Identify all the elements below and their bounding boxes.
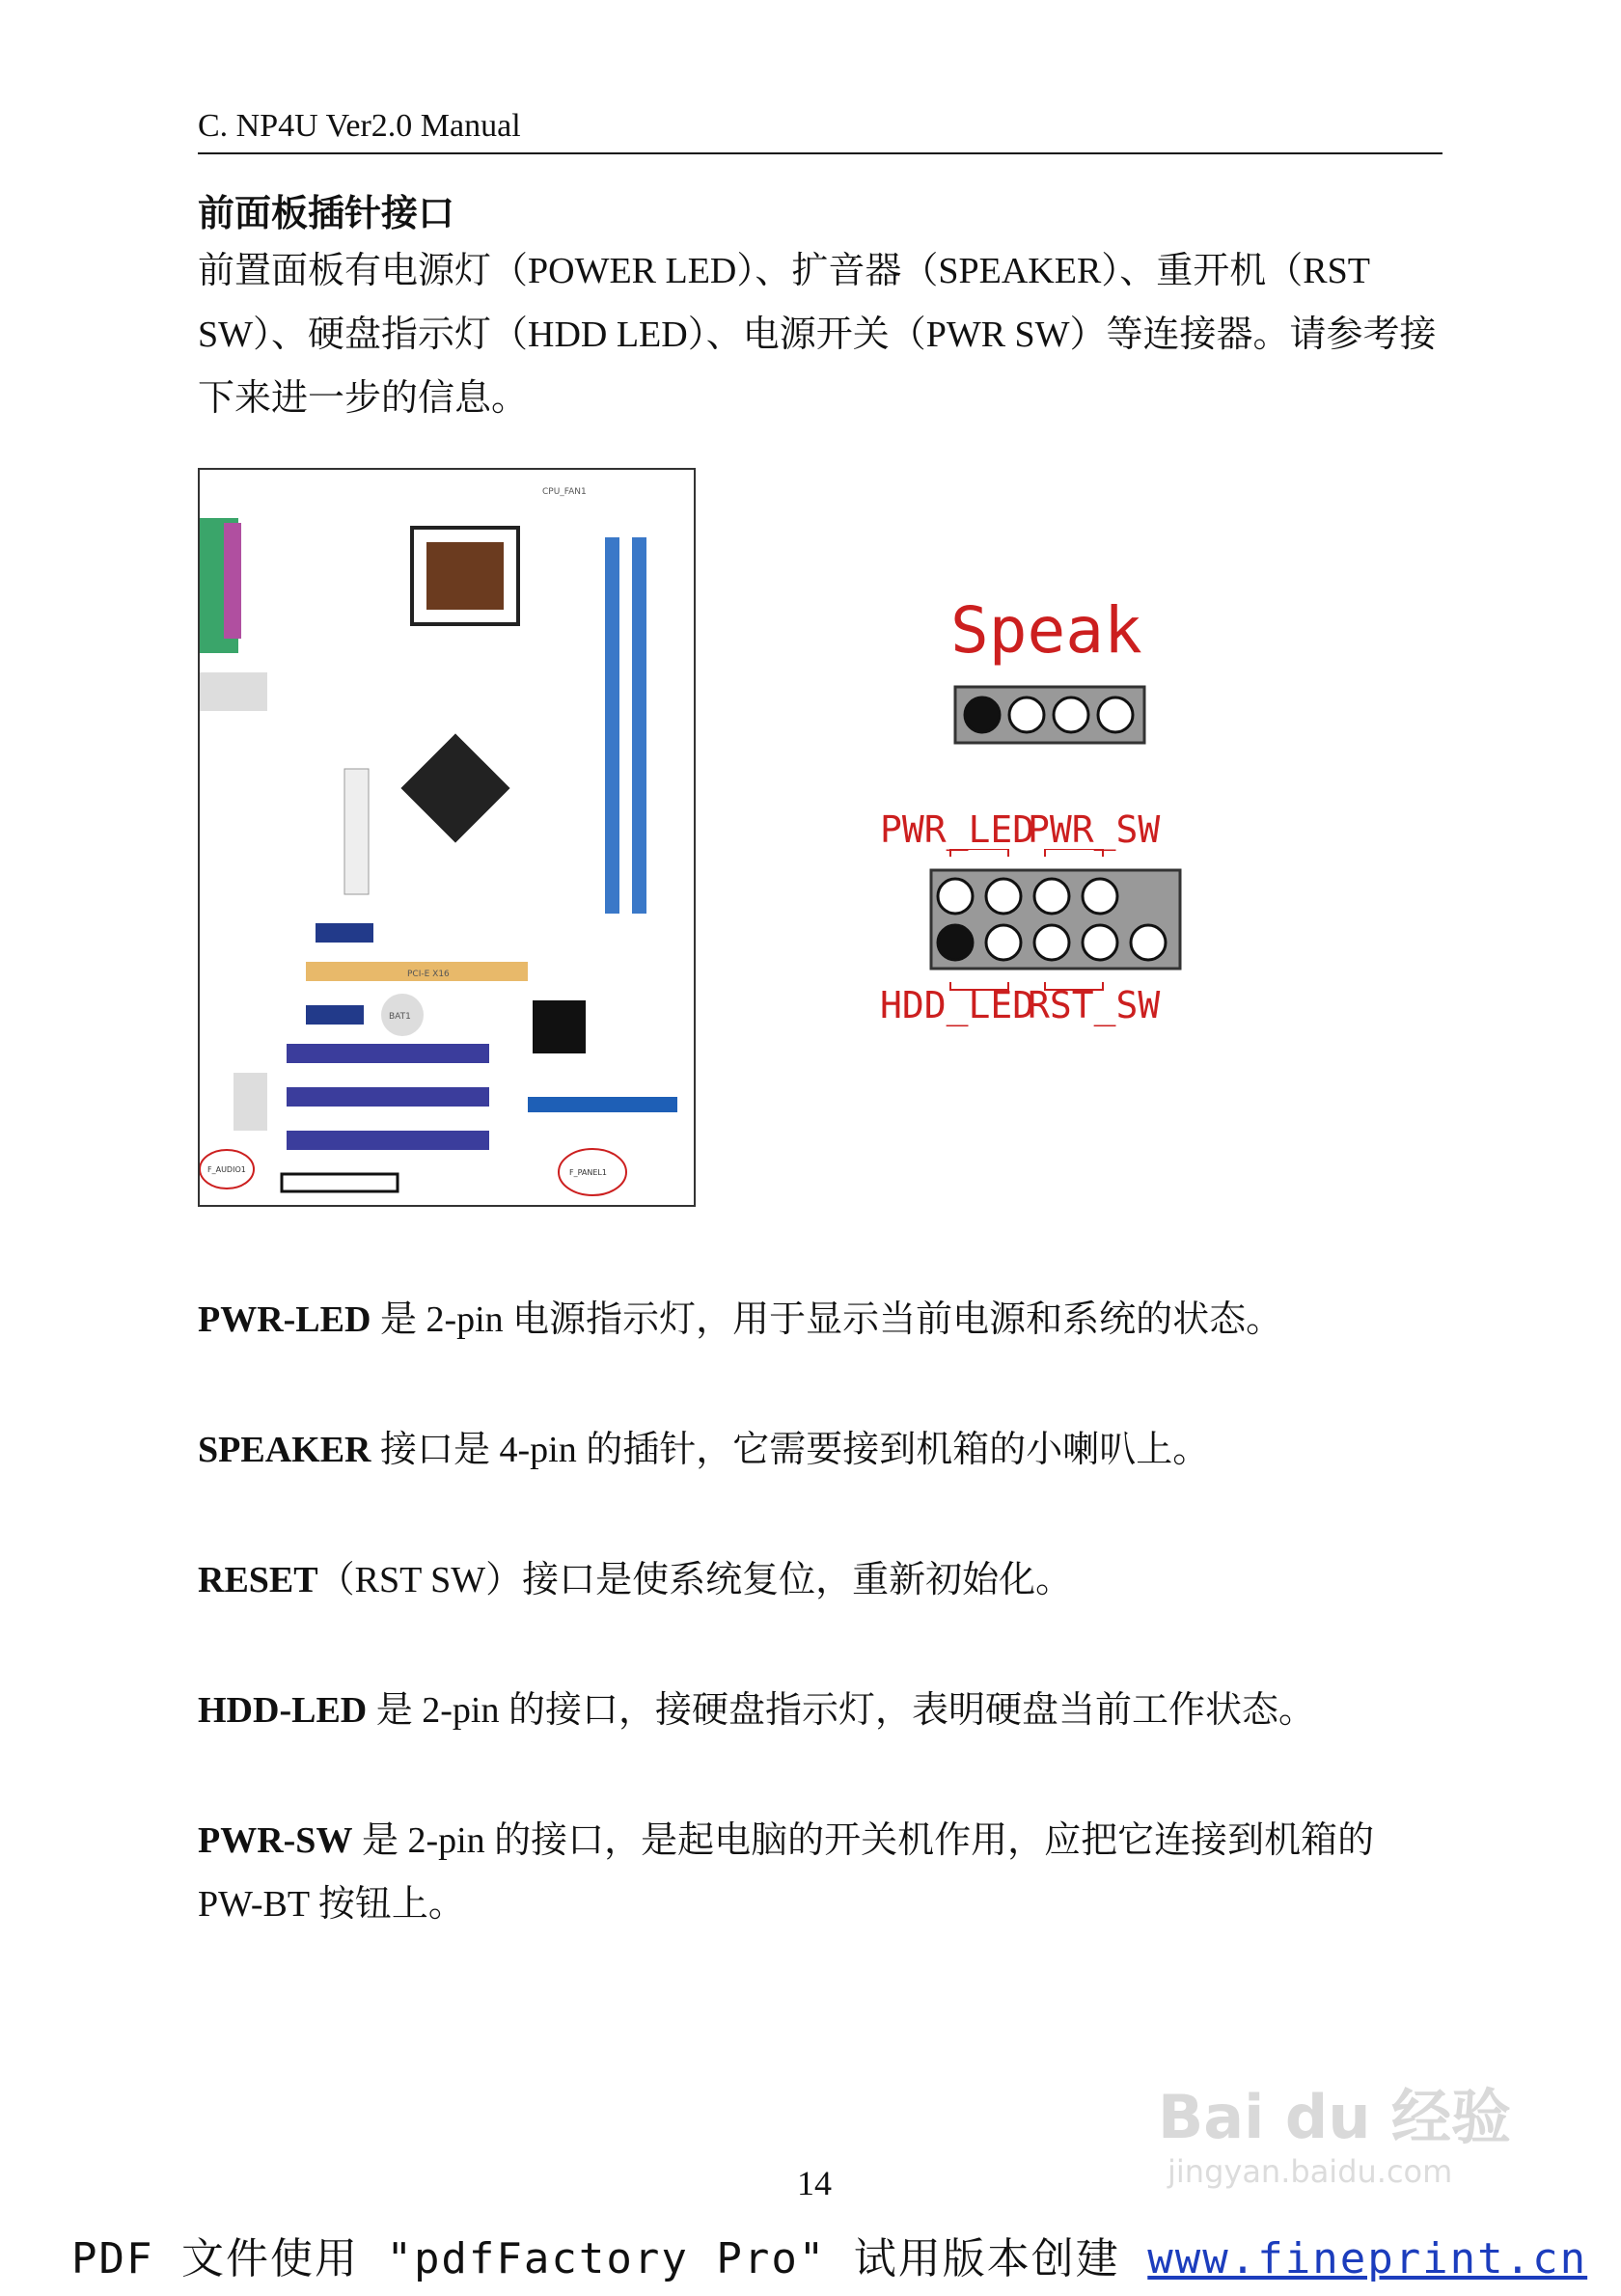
definition-text: 是 2-pin 的接口，接硬盘指示灯，表明硬盘当前工作状态。 [367,1690,1315,1731]
definition-pwr-led [198,1288,1442,1352]
definition-pwr-sw [198,1809,1442,1936]
ide-connector [528,1097,677,1112]
definition-speaker [198,1418,1442,1482]
baidu-watermark-brand: Bai du 经验 [1158,2082,1512,2152]
fp-pin-3 [986,879,1021,914]
definition-term: HDD-LED [198,1690,368,1731]
io-chip [533,1000,586,1053]
running-header: C. NP4U Ver2.0 Manual [198,108,521,144]
footer-text: PDF 文件使用 "pdfFactory Pro" 试用版本创建 [71,2234,1148,2283]
baidu-watermark-url: jingyan.baidu.com [1168,2153,1453,2190]
pci-slot-1 [287,1044,489,1063]
pwr-led-bracket [950,849,1008,857]
section-title: 前面板插针接口 [198,194,455,234]
atx-power [344,769,369,894]
pwr-led-label: PWR_LED [880,808,1035,851]
usb-header [234,1073,267,1131]
header-rule [198,152,1442,154]
speak-label: Speak [950,593,1142,668]
speaker-header [953,685,1146,745]
speaker-pin-1 [965,697,1000,732]
fp-pin-4 [986,925,1021,960]
speaker-pin-4 [1098,697,1133,732]
io-block [200,672,267,711]
pci-e-x1 [316,923,373,943]
definition-term: SPEAKER [198,1430,371,1470]
pdf-footer [71,2224,1587,2285]
ps2-ports [224,523,241,639]
definition-term: PWR-SW [198,1820,353,1861]
f-audio-label: F_AUDIO1 [207,1165,246,1174]
hdd-led-label: HDD_LED [880,984,1035,1026]
dimm-slot-1 [605,537,619,914]
definition-hdd-led [198,1679,1442,1742]
pci-e-label: PCI-E X16 [407,970,450,979]
motherboard-diagram [198,468,696,1207]
definition-text: 接口是 4-pin 的插针，它需要接到机箱的小喇叭上。 [371,1430,1210,1470]
dimm-slot-2 [632,537,646,914]
pci-slot-small [306,1005,364,1025]
fp-pin-7 [1083,879,1117,914]
chipset [400,733,509,842]
fp-pin-8 [1083,925,1117,960]
f-panel-label: F_PANEL1 [569,1168,607,1177]
battery-label: BAT1 [389,1012,411,1022]
fp-pin-2 [938,925,973,960]
definition-text: 是 2-pin 电源指示灯，用于显示当前电源和系统的状态。 [371,1299,1283,1340]
motherboard-svg [200,470,694,1205]
page-number: 14 [797,2164,832,2202]
pwr-sw-bracket [1045,849,1103,857]
definition-term: PWR-LED [198,1299,371,1340]
fp-pin-10 [1131,925,1166,960]
definition-text: 是 2-pin 的接口，是起电脑的开关机作用，应把它连接到机箱的 PW-BT 按钮上。 [198,1820,1375,1925]
speaker-pin-3 [1054,697,1088,732]
pwr-sw-label: PWR_SW [1028,808,1161,851]
rst-sw-label: RST_SW [1028,984,1161,1026]
front-panel-header [926,849,1187,994]
cpu-lever [426,542,504,610]
intro-paragraph: 前置面板有电源灯（POWER LED）、扩音器（SPEAKER）、重开机（RST SW）、硬盘指示灯（HDD LED）、电源开关（PWR SW）等连接器。请参考接下来进一步的信息。 [198,251,1437,419]
footer-link[interactable]: www.fineprint.cn [1147,2234,1588,2283]
pci-slot-2 [287,1087,489,1107]
definition-text: （RST SW）接口是使系统复位，重新初始化。 [317,1560,1073,1600]
fp-pin-6 [1034,925,1069,960]
fp-pin-5 [1034,879,1069,914]
floppy-connector [282,1174,398,1191]
speaker-pin-2 [1009,697,1044,732]
definition-reset [198,1548,1442,1612]
pci-slot-3 [287,1131,489,1150]
fp-pin-1 [938,879,973,914]
definition-term: RESET [198,1560,318,1600]
cpu-fan-label: CPU_FAN1 [542,487,587,497]
